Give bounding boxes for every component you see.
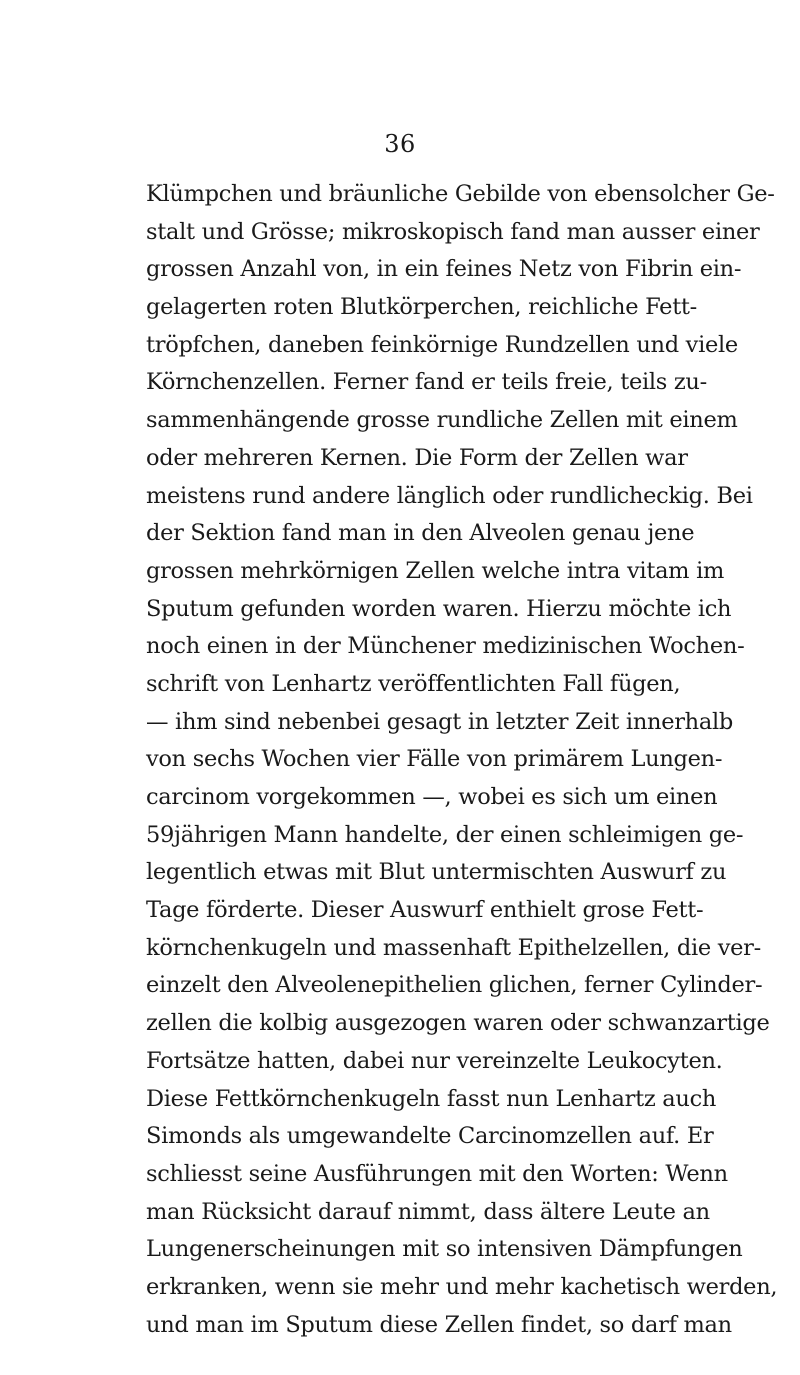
text-line: und man im Sputum diese Zellen findet, so darf man bbox=[146, 1311, 732, 1338]
text-line: noch einen in der Münchener medizinischen Wochen- bbox=[146, 633, 745, 660]
text-line: Lungenerscheinungen mit so intensiven Dämpfungen bbox=[146, 1236, 743, 1263]
text-line: sammenhängende grosse rundliche Zellen mit einem bbox=[146, 407, 738, 434]
text-line: gelagerten roten Blutkörperchen, reichliche Fett- bbox=[146, 294, 697, 321]
text-line: — ihm sind nebenbei gesagt in letzter Zeit innerhalb bbox=[146, 708, 733, 735]
page-number: 36 bbox=[384, 130, 416, 158]
body-text bbox=[146, 176, 778, 1344]
text-line: meistens rund andere länglich oder rundlicheckig. Bei bbox=[146, 482, 753, 509]
text-line: 59jährigen Mann handelte, der einen schleimigen ge- bbox=[146, 821, 744, 848]
text-line: Sputum gefunden worden waren. Hierzu möchte ich bbox=[146, 595, 732, 622]
text-line: von sechs Wochen vier Fälle von primärem Lungen- bbox=[146, 746, 723, 773]
text-line: schliesst seine Ausführungen mit den Worten: Wenn bbox=[146, 1160, 728, 1187]
text-line: carcinom vorgekommen —, wobei es sich um einen bbox=[146, 784, 718, 810]
text-line: körnchenkugeln und massenhaft Epithelzellen, die ver- bbox=[146, 934, 761, 961]
text-line: Tage förderte. Dieser Auswurf enthielt grose Fett- bbox=[146, 897, 704, 924]
text-line: zellen die kolbig ausgezogen waren oder schwanzartige bbox=[146, 1010, 770, 1037]
text-line: stalt und Grösse; mikroskopisch fand man ausser einer bbox=[146, 218, 760, 245]
text-line: schrift von Lenhartz veröffentlichten Fall fügen, bbox=[146, 670, 681, 697]
text-line: der Sektion fand man in den Alveolen genau jene bbox=[146, 520, 695, 547]
text-line: grossen Anzahl von, in ein feines Netz von Fibrin ein- bbox=[146, 256, 742, 283]
text-line: Körnchenzellen. Ferner fand er teils freie, teils zu- bbox=[146, 369, 707, 396]
text-line: Klümpchen und bräunliche Gebilde von ebensolcher Ge- bbox=[146, 181, 775, 207]
text-line: tröpfchen, daneben feinkörnige Rundzellen und viele bbox=[146, 331, 738, 358]
text-line: grossen mehrkörnigen Zellen welche intra vitam im bbox=[146, 557, 725, 584]
text-line: erkranken, wenn sie mehr und mehr kachetisch werden, bbox=[146, 1273, 778, 1300]
text-line: Simonds als umgewandelte Carcinomzellen auf. Er bbox=[146, 1123, 714, 1150]
text-line: einzelt den Alveolenepithelien glichen, ferner Cylinder- bbox=[146, 972, 763, 999]
text-line: legentlich etwas mit Blut untermischten Auswurf zu bbox=[146, 859, 727, 886]
text-line: man Rücksicht darauf nimmt, dass ältere Leute an bbox=[146, 1198, 710, 1225]
text-line: Fortsätze hatten, dabei nur vereinzelte Leukocyten. bbox=[146, 1047, 723, 1074]
text-line: oder mehreren Kernen. Die Form der Zellen war bbox=[146, 444, 688, 471]
text-line: Diese Fettkörnchenkugeln fasst nun Lenhartz auch bbox=[146, 1085, 717, 1112]
